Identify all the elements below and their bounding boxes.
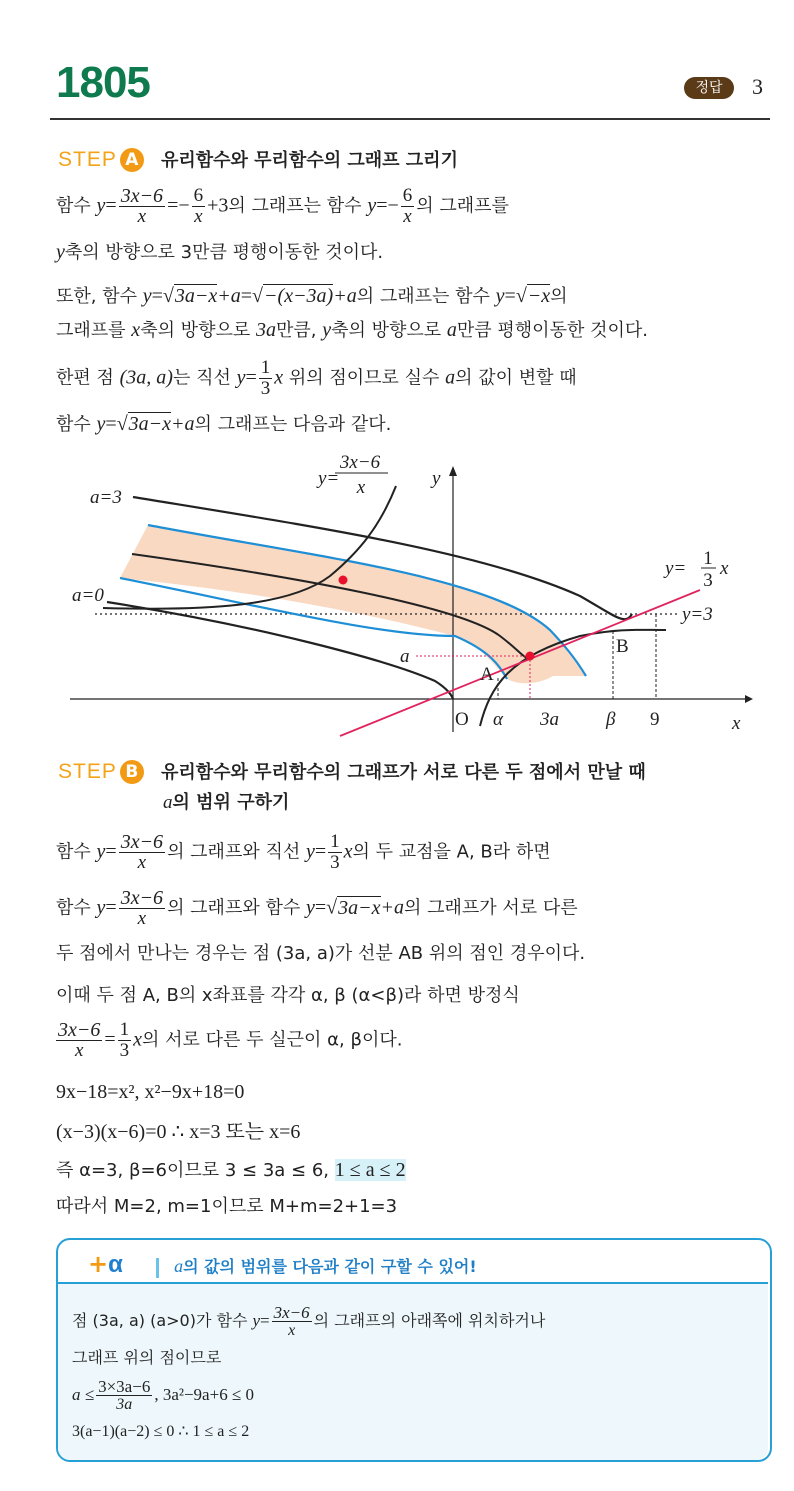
- step-b-line-3: 두 점에서 만나는 경우는 점 (3a, a)가 선분 AB 위의 점인 경우이다.: [56, 943, 586, 964]
- step-label: STEP: [58, 148, 117, 171]
- step-b-line-2: 함수 y= $\frac{3x-6}{x}$ 의 그래프와 함수 y=√3a−x+a의 그래프가 서로 다른: [56, 887, 578, 929]
- svg-text:y=: y=: [318, 468, 340, 489]
- step-a-line-6: 함수 y=√3a−x+a의 그래프는 다음과 같다.: [56, 413, 392, 435]
- step-letter-badge: B: [120, 760, 144, 784]
- point-3a-a-dot: [526, 652, 535, 661]
- svg-text:x: x: [356, 477, 366, 498]
- problem-number: 1805: [56, 58, 150, 107]
- svg-text:β: β: [606, 709, 616, 730]
- tip-line-3: a ≤ $\frac{3\times 3a-6}{3a}$ , 3a²−9a+6 ≤ 0: [72, 1377, 255, 1413]
- step-a-line-2: y축의 방향으로 3만큼 평행이동한 것이다.: [56, 241, 384, 263]
- svg-text:y: y: [432, 468, 441, 489]
- step-b-line-6: 9x−18=x², x²−9x+18=0: [56, 1081, 245, 1103]
- svg-text:B: B: [616, 636, 629, 657]
- answer-value: 3: [752, 74, 763, 99]
- svg-text:y=3: y=3: [682, 604, 713, 625]
- step-title-line-1: 유리함수와 무리함수의 그래프가 서로 다른 두 점에서 만날 때: [160, 762, 646, 783]
- step-letter-badge: A: [120, 148, 144, 172]
- svg-text:3x−6: 3x−6: [339, 452, 381, 473]
- step-a-line-3: 또한, 함수 y=√3a−x+a=√−(x−3a)+a의 그래프는 함수 y=√−x의: [56, 285, 568, 307]
- step-b-heading: [58, 758, 646, 784]
- svg-text:x: x: [732, 713, 741, 734]
- svg-text:3a: 3a: [540, 709, 559, 730]
- svg-text:y=: y=: [665, 558, 687, 579]
- step-a-heading: [58, 146, 458, 172]
- highlighted-range: 1 ≤ a ≤ 2: [334, 1159, 406, 1181]
- tip-box-title: 의 값의 범위를 다음과 같이 구할 수 있어!: [183, 1257, 477, 1276]
- step-label: STEP: [58, 760, 117, 783]
- plus-icon: +: [88, 1250, 109, 1278]
- divider-bar: [156, 1258, 159, 1278]
- svg-text:O: O: [455, 709, 469, 730]
- svg-text:α: α: [493, 709, 503, 730]
- step-title: 유리함수와 무리함수의 그래프 그리기: [160, 150, 458, 171]
- step-b-line-8: 즉 α=3, β=6이므로 3 ≤ 3a ≤ 6, 1 ≤ a ≤ 2: [56, 1159, 406, 1181]
- step-b-line-7: (x−3)(x−6)=0 ∴ x=3 또는 x=6: [56, 1121, 301, 1143]
- svg-text:a=3: a=3: [90, 487, 122, 508]
- step-b-line-9: 따라서 M=2, m=1이므로 M+m=2+1=3: [56, 1196, 398, 1217]
- step-a-line-1: 함수 y= $\frac{3x-6}{x}$ =− $\frac{6}{x}$ +3의 그래프는 함수 y=− $\frac{6}{x}$ 의 그래프를: [56, 185, 509, 227]
- intersection-dot-upper: [339, 576, 348, 585]
- tip-line-1: 점 (3a, a) (a>0)가 함수 y= $\frac{3x-6}{x}$ 의 그래프의 아래쪽에 위치하거나: [72, 1303, 546, 1339]
- step-b-line-1: 함수 y= $\frac{3x-6}{x}$ 의 그래프와 직선 y= $\frac{1}{3}$ x의 두 교점을 A, B라 하면: [56, 831, 551, 873]
- svg-text:x: x: [720, 558, 729, 579]
- svg-text:a: a: [400, 646, 410, 667]
- step-b-line-4: 이때 두 점 A, B의 x좌표를 각각 α, β (α<β)라 하면 방정식: [56, 985, 520, 1006]
- step-b-title-line-2: a의 범위 구하기: [163, 792, 290, 813]
- svg-text:A: A: [480, 664, 494, 685]
- function-graph: [60, 446, 760, 746]
- step-a-line-5: 한편 점 (3a, a)는 직선 y= $\frac{1}{3}$ x 위의 점이므로 실수 a의 값이 변할 때: [56, 357, 577, 399]
- tip-line-2: 그래프 위의 점이므로: [72, 1348, 222, 1367]
- step-a-line-4: 그래프를 x축의 방향으로 3a만큼, y축의 방향으로 a만큼 평행이동한 것이다.: [56, 319, 648, 341]
- svg-text:a=0: a=0: [72, 585, 104, 606]
- tip-line-4: 3(a−1)(a−2) ≤ 0 ∴ 1 ≤ a ≤ 2: [72, 1423, 250, 1440]
- answer-badge: 정답: [684, 77, 734, 99]
- header-divider: [50, 118, 770, 120]
- svg-text:9: 9: [650, 709, 660, 730]
- tip-box-header: +α a의 값의 범위를 다음과 같이 구할 수 있어!: [88, 1250, 477, 1278]
- svg-text:1: 1: [703, 548, 713, 569]
- shaded-region: [120, 525, 586, 683]
- alpha-icon: α: [108, 1251, 123, 1278]
- svg-text:3: 3: [703, 570, 713, 591]
- step-b-line-5: $\frac{3x-6}{x}$ = $\frac{1}{3}$ x의 서로 다른 두 실근이 α, β이다.: [58, 1019, 403, 1061]
